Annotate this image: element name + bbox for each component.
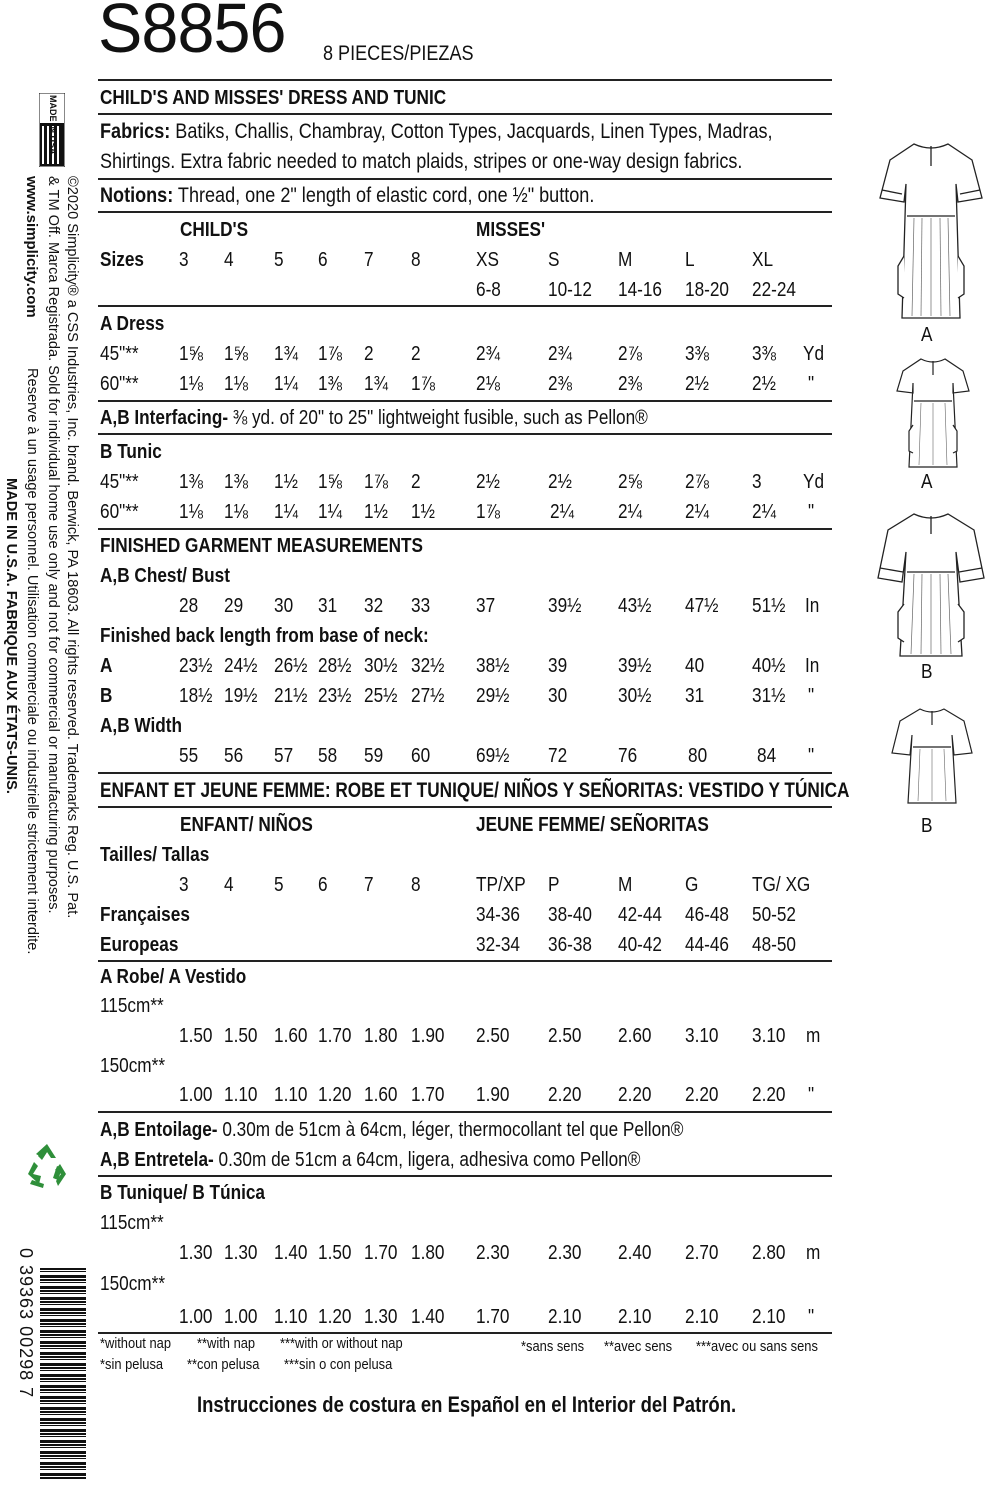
child-value: 55 [179,745,199,767]
misses-numeric: 6-8 [476,279,501,301]
misses-value: 38½ [476,655,510,677]
misses-size: 46-48 [685,904,729,926]
child-value: 31 [318,595,338,617]
child-value: 1⅝ [224,343,248,365]
misses-size: M [618,874,633,896]
misses-value: 3 [752,471,762,493]
child-value: 1.30 [179,1242,213,1264]
footnote-without-nap: *without nap [100,1335,172,1352]
unit: " [808,1084,815,1106]
misses-value: 2.50 [548,1025,582,1047]
misses-size: S [548,249,560,271]
website: www.simplicity.com [23,176,40,318]
fabrics-text: Batiks, Challis, Chambray, Cotton Types, Jacquards, Linen Types, Madras, [170,120,773,143]
child-value: 1¼ [274,373,298,395]
child-value: 2 [364,343,374,365]
child-size: 3 [179,874,189,896]
child-value: 27½ [411,685,445,707]
footnote-sin-o-con-pelusa: ***sin o con pelusa [284,1356,393,1373]
footnote-avec-ou-sans-sens: ***avec ou sans sens [696,1338,818,1355]
misses-size: XL [752,249,774,271]
made-in-usa-badge [39,93,65,167]
child-value: 28 [179,595,199,617]
child-value: 21½ [274,685,308,707]
unit: m [806,1025,821,1047]
child-value: 1⅛ [224,373,248,395]
misses-value: 39½ [618,655,652,677]
child-value: 1⅛ [224,501,248,523]
misses-value: 2⅞ [618,343,642,365]
child-value: 19½ [224,685,258,707]
misses-value: 1.90 [476,1084,510,1106]
view-a-dress-small [893,355,973,470]
view-label-a: A [921,324,933,346]
child-size: 3 [179,249,189,271]
misses-size: TG/ XG [752,874,811,896]
entretela-label: A,B Entretela- [100,1149,214,1171]
misses-value: 2⅜ [548,373,572,395]
tunique-label: B Tunique/ B Túnica [100,1182,265,1204]
child-value: 23½ [179,655,213,677]
view-label-b-small: B [921,815,933,837]
misses-value: 3⅜ [752,343,776,365]
child-value: 1.70 [411,1084,445,1106]
divider [98,211,832,213]
child-value: 28½ [318,655,352,677]
child-value: 1.50 [224,1025,258,1047]
misses-value: 2.40 [618,1242,652,1264]
child-value: 1¼ [274,501,298,523]
interfacing-label: A,B Interfacing- [100,407,229,429]
divider [98,528,832,530]
pattern-number: S8856 [98,0,286,67]
misses-value: 39 [548,655,568,677]
child-value: 57 [274,745,294,767]
fabrics-line-2: Shirtings. Extra fabric needed to match plaids, stripes or one-way design fabrics. [100,150,743,173]
row-width: 60"** [100,501,139,523]
misses-value: 2.20 [685,1084,719,1106]
child-value: 1⅜ [224,471,248,493]
misses-header: MISSES' [476,219,546,241]
misses-value: 2⅛ [476,373,500,395]
recycle-icon [22,1140,72,1190]
child-value: 1⅝ [318,471,342,493]
misses-size: 50-52 [752,904,796,926]
misses-value: 2.70 [685,1242,719,1264]
child-value: 30½ [364,655,398,677]
pieces-count: 8 PIECES/PIEZAS [323,42,474,65]
view-b-tunic-small [890,705,974,805]
misses-value: 47½ [685,595,719,617]
spanish-instructions-note: Instrucciones de costura en Español en el Interior del Patrón. [197,1392,737,1417]
misses-value: 2.20 [618,1084,652,1106]
misses-size: M [618,249,633,271]
child-size: 4 [224,249,234,271]
child-value: 1¼ [318,501,342,523]
misses-size: P [548,874,560,896]
misses-value: 3⅜ [685,343,709,365]
entoilage-label: A,B Entoilage- [100,1119,218,1141]
child-value: 30 [274,595,294,617]
child-value: 56 [224,745,244,767]
footnote-with-nap: **with nap [197,1335,256,1352]
misses-value: 43½ [618,595,652,617]
misses-value: 2.10 [548,1306,582,1328]
misses-size: 32-34 [476,934,520,956]
misses-size: 42-44 [618,904,662,926]
misses-value: 3.10 [752,1025,786,1047]
europeas-label: Europeas [100,934,179,956]
chest-label: A,B Chest/ Bust [100,565,230,587]
misses-value: 2⅝ [618,471,642,493]
divider [98,178,832,180]
misses-value: 2.10 [685,1306,719,1328]
child-value: 1.20 [318,1306,352,1328]
row-width: 150cm** [100,1273,166,1295]
childs-header: CHILD'S [180,219,249,241]
misses-size: G [685,874,699,896]
fabrics-line-1 [100,120,773,144]
misses-value: 2.30 [476,1242,510,1264]
child-value: 1⅞ [411,373,435,395]
child-value: 1½ [364,501,388,523]
unit: " [808,685,815,707]
child-value: 60 [411,745,431,767]
child-value: 1.50 [179,1025,213,1047]
unit: " [808,745,815,767]
barcode [40,1268,86,1480]
child-value: 59 [364,745,384,767]
enfant-header: ENFANT/ NIÑOS [180,814,313,836]
row-width: 115cm** [100,995,164,1017]
child-value: 1.30 [224,1242,258,1264]
child-value: 1.80 [364,1025,398,1047]
misses-value: 2.50 [476,1025,510,1047]
misses-size: 44-46 [685,934,729,956]
divider [98,1175,832,1177]
child-value: 1.10 [274,1084,308,1106]
misses-value: 1⅞ [476,501,500,523]
misses-value: 2½ [548,471,572,493]
divider [98,1111,832,1113]
child-value: 1.50 [318,1242,352,1264]
misses-value: 30½ [618,685,652,707]
misses-size: TP/XP [476,874,526,896]
misses-value: 2⅞ [685,471,709,493]
row-width: 45"** [100,343,139,365]
finished-measurements-title: FINISHED GARMENT MEASUREMENTS [100,535,423,557]
misses-value: 3.10 [685,1025,719,1047]
divider [98,772,832,774]
misses-value: 40½ [752,655,786,677]
misses-numeric: 22-24 [752,279,796,301]
copyright-line-3: Reserve à un usage personnel. Utilisation commerciale ou industrielle strictement interdite. [24,368,40,955]
child-size: 7 [364,874,374,896]
made-in-usa-text: MADE IN USA [48,95,58,155]
interfacing-line [100,406,648,430]
unit: Yd [803,343,825,365]
unit: Yd [803,471,825,493]
unit: " [808,1306,815,1328]
child-value: 1.90 [411,1025,445,1047]
row-width: 45"** [100,471,139,493]
child-value: 33 [411,595,431,617]
notions-label: Notions: [100,184,174,207]
notions-text: Thread, one 2" length of elastic cord, one ½" button. [173,184,595,207]
misses-value: 2.20 [752,1084,786,1106]
misses-value: 31 [685,685,705,707]
misses-value: 84 [757,745,777,767]
misses-size: XS [476,249,499,271]
child-value: 26½ [274,655,308,677]
row-width: 115cm** [100,1212,164,1234]
view-a-label: A [100,655,113,677]
child-value: 1⅛ [179,501,203,523]
misses-size: 40-42 [618,934,662,956]
made-in-line: MADE IN U.S.A. FABRIQUE AUX ÉTATS-UNIS. [3,478,19,794]
intl-title: ENFANT ET JEUNE FEMME: ROBE ET TUNIQUE/ NIÑOS Y SEÑORITAS: VESTIDO Y TÚNICA [100,779,850,802]
misses-size: 48-50 [752,934,796,956]
child-size: 8 [411,874,421,896]
unit: m [806,1242,821,1264]
unit: " [808,373,815,395]
child-value: 1.70 [364,1242,398,1264]
divider [98,113,832,115]
child-value: 1½ [411,501,435,523]
child-value: 1⅜ [179,471,203,493]
footnote-con-pelusa: **con pelusa [187,1356,260,1373]
divider [98,806,832,808]
child-size: 6 [318,874,328,896]
child-value: 32½ [411,655,445,677]
misses-value: 51½ [752,595,786,617]
row-width: 60"** [100,373,139,395]
child-value: 25½ [364,685,398,707]
child-size: 6 [318,249,328,271]
entoilage-text: 0.30m de 51cm à 64cm, léger, thermocollant tel que Pellon® [217,1119,684,1141]
misses-value: 2.10 [618,1306,652,1328]
jeune-femme-header: JEUNE FEMME/ SEÑORITAS [476,814,709,836]
child-value: 2 [411,471,421,493]
tailles-label: Tailles/ Tallas [100,844,210,866]
dress-label: A Dress [100,313,165,335]
misses-value: 2¼ [752,501,776,523]
misses-value: 2.30 [548,1242,582,1264]
misses-value: 2½ [476,471,500,493]
unit: " [808,501,815,523]
view-a-dress-large [876,136,986,321]
child-value: 1.80 [411,1242,445,1264]
copyright-line-1: ©2020 Simplicity® a CSS Industries, Inc. brand. Berwick, PA 18603. All rights reserved. Trademarks Reg. U.S. Pat. [64,176,80,919]
child-value: 1⅜ [318,373,342,395]
child-value: 1.10 [224,1084,258,1106]
tunic-label: B Tunic [100,441,162,463]
misses-numeric: 10-12 [548,279,592,301]
misses-value: 31½ [752,685,786,707]
footnote-sin-pelusa: *sin pelusa [100,1356,164,1373]
misses-numeric: 18-20 [685,279,729,301]
copyright-line-2: & TM Off. Marca Registrada. Sold for individual home use only and not for commercial or manufacturing purposes. [45,176,61,914]
misses-value: 2½ [752,373,776,395]
back-length-label: Finished back length from base of neck: [100,625,429,647]
unit: In [805,655,820,677]
width-label: A,B Width [100,715,183,737]
misses-value: 2⅜ [618,373,642,395]
view-label-a-small: A [921,471,933,493]
child-value: 29 [224,595,244,617]
misses-value: 2¼ [550,501,574,523]
misses-value: 76 [618,745,638,767]
misses-numeric: 14-16 [618,279,662,301]
child-value: 1.00 [179,1084,213,1106]
child-value: 1.30 [364,1306,398,1328]
misses-value: 30 [548,685,568,707]
child-value: 1.70 [318,1025,352,1047]
child-value: 1¾ [274,343,298,365]
child-value: 23½ [318,685,352,707]
child-value: 1.00 [224,1306,258,1328]
child-value: 1.10 [274,1306,308,1328]
misses-value: 2¼ [685,501,709,523]
view-b-label: B [100,685,113,707]
misses-value: 80 [688,745,708,767]
child-value: 1.40 [411,1306,445,1328]
child-value: 1⅛ [179,373,203,395]
child-value: 1⅞ [318,343,342,365]
pattern-title: CHILD'S AND MISSES' DRESS AND TUNIC [100,87,447,109]
barcode-digits: 0 39363 00298 7 [16,1248,36,1399]
misses-size: 36-38 [548,934,592,956]
child-value: 58 [318,745,338,767]
divider [98,400,832,402]
misses-value: 2.10 [752,1306,786,1328]
misses-value: 69½ [476,745,510,767]
misses-value: 2.20 [548,1084,582,1106]
view-label-b: B [921,661,933,683]
misses-value: 40 [685,655,705,677]
child-value: 1⅞ [364,471,388,493]
child-value: 1.60 [274,1025,308,1047]
divider [98,79,832,81]
entretela-line [100,1148,640,1172]
misses-value: 39½ [548,595,582,617]
child-value: 1.20 [318,1084,352,1106]
misses-value: 1.70 [476,1306,510,1328]
child-value: 1.60 [364,1084,398,1106]
misses-value: 2.80 [752,1242,786,1264]
misses-size: L [685,249,695,271]
divider [98,1332,832,1334]
child-value: 32 [364,595,384,617]
entretela-text: 0.30m de 51cm a 64cm, ligera, adhesiva como Pellon® [213,1149,641,1171]
child-size: 5 [274,874,284,896]
row-width: 150cm** [100,1055,166,1077]
misses-value: 29½ [476,685,510,707]
robe-label: A Robe/ A Vestido [100,966,247,988]
sizes-label: Sizes [100,249,144,271]
fabrics-label: Fabrics: [100,120,171,143]
misses-value: 2¼ [618,501,642,523]
entoilage-line [100,1118,683,1142]
interfacing-text: ⅜ yd. of 20" to 25" lightweight fusible, such as Pellon® [228,407,648,429]
child-size: 8 [411,249,421,271]
child-value: 1.40 [274,1242,308,1264]
child-value: 2 [411,343,421,365]
child-size: 4 [224,874,234,896]
child-value: 18½ [179,685,213,707]
view-b-tunic-large [876,508,986,658]
misses-value: 2¾ [476,343,500,365]
child-value: 1⅝ [179,343,203,365]
misses-value: 2.60 [618,1025,652,1047]
francaises-label: Françaises [100,904,190,926]
footnote-with-or-without-nap: ***with or without nap [280,1335,403,1352]
child-value: 1½ [274,471,298,493]
footnote-avec-sens: **avec sens [604,1338,673,1355]
misses-value: 72 [548,745,568,767]
misses-value: 2¾ [548,343,572,365]
divider [98,433,832,435]
child-size: 5 [274,249,284,271]
notions-line [100,184,594,208]
child-value: 1.00 [179,1306,213,1328]
child-value: 1¾ [364,373,388,395]
misses-size: 38-40 [548,904,592,926]
footnote-sans-sens: *sans sens [521,1338,585,1355]
unit: In [805,595,820,617]
misses-size: 34-36 [476,904,520,926]
divider [98,960,832,962]
child-size: 7 [364,249,374,271]
misses-value: 37 [476,595,496,617]
child-value: 24½ [224,655,258,677]
divider [98,305,832,307]
misses-value: 2½ [685,373,709,395]
